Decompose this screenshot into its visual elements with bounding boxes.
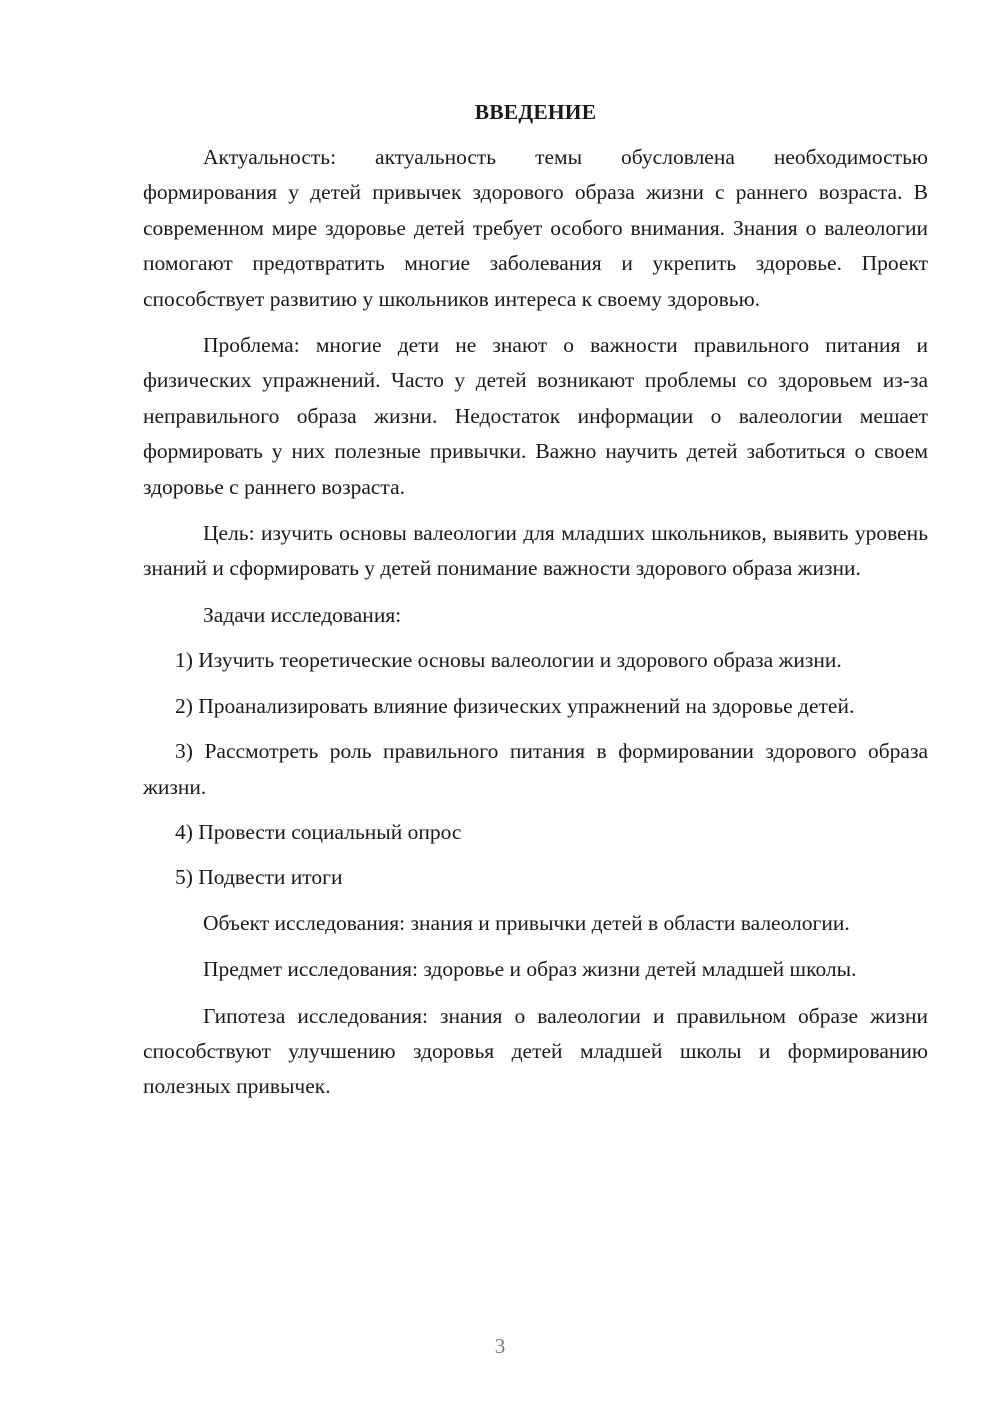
problem-paragraph: Проблема: многие дети не знают о важности правильного питания и физических упражнений. Часто у детей возникают проблемы со здоровьем из-за неправильного образа жизни. Недостаток информации о валеологии мешает формировать у них полезные привычки. Важно научить детей заботиться о своем здоровье с раннего возраста.	[143, 333, 928, 499]
research-subject-paragraph: Предмет исследования: здоровье и образ жизни детей младшей школы.	[203, 957, 857, 982]
page-content	[143, 96, 928, 1116]
task-item-5: 5) Подвести итоги	[175, 865, 343, 890]
relevance-paragraph: Актуальность: актуальность темы обусловлена необходимостью формирования у детей привычек здорового образа жизни с раннего возраста. В современном мире здоровье детей требует особого внимания. Знания о валеологии помогают предотвратить многие заболевания и укрепить здоровье. Проект способствует развитию у школьников интереса к своему здоровью.	[143, 145, 928, 311]
task-item-4: 4) Провести социальный опрос	[175, 819, 462, 844]
tasks-heading: Задачи исследования:	[203, 602, 402, 627]
page-number: 3	[494, 1334, 506, 1358]
task-item-3: 3) Рассмотреть роль правильного питания в формировании здорового образа жизни.	[143, 739, 928, 799]
research-hypothesis-paragraph: Гипотеза исследования: знания о валеологии и правильном образе жизни способствуют улучшению здоровья детей младшей школы и формированию полезных привычек.	[143, 1003, 928, 1099]
page-title: ВВЕДЕНИЕ	[474, 100, 597, 124]
research-object-paragraph: Объект исследования: знания и привычки детей в области валеологии.	[203, 910, 850, 935]
goal-paragraph: Цель: изучить основы валеологии для младших школьников, выявить уровень знаний и сформировать у детей понимание важности здорового образа жизни.	[143, 521, 928, 581]
task-item-1: 1) Изучить теоретические основы валеологии и здорового образа жизни.	[175, 648, 842, 673]
task-item-2: 2) Проанализировать влияние физических упражнений на здоровье детей.	[175, 693, 855, 718]
